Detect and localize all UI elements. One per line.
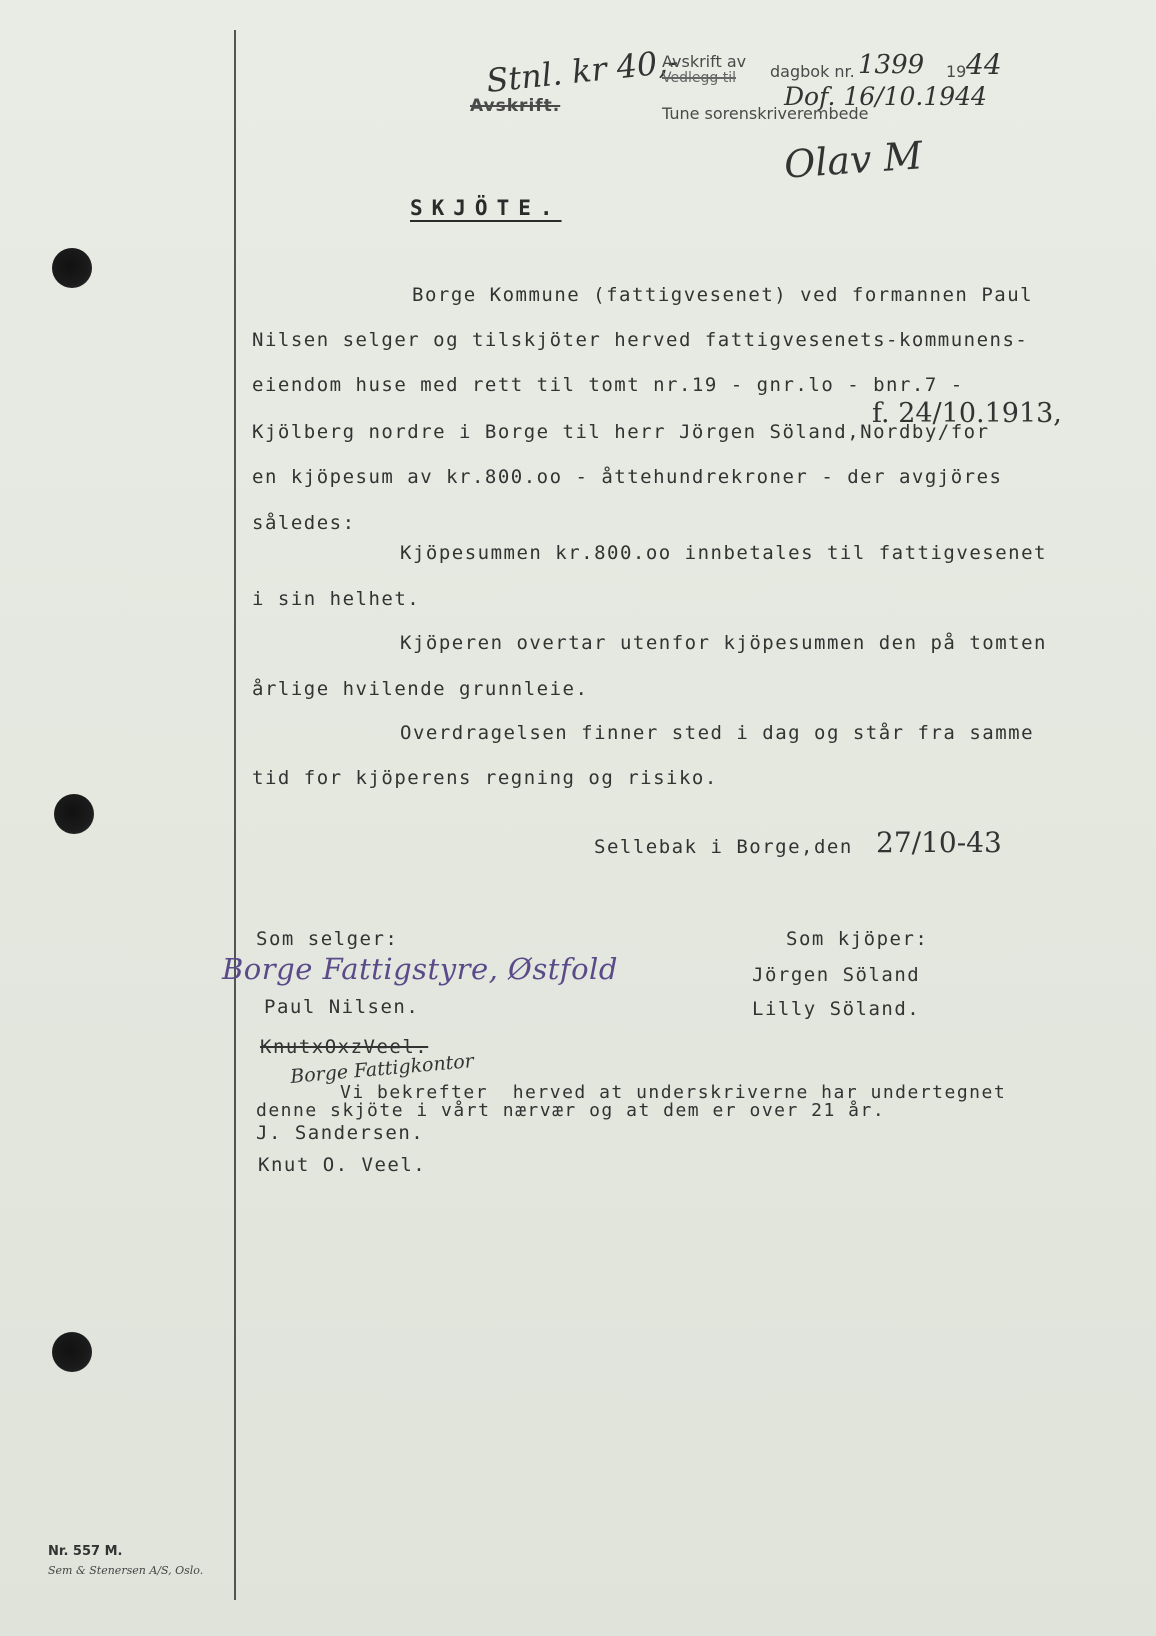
witness-name: Knut O. Veel.	[258, 1154, 427, 1176]
form-number: Nr. 557 M.	[48, 1544, 123, 1559]
punch-hole	[52, 248, 92, 288]
printed-dagbok-nr: dagbok nr.	[770, 62, 855, 81]
body-line: i sin helhet.	[252, 588, 421, 610]
handwritten-note: Borge Fattigkontor	[289, 1050, 475, 1088]
body-line: Nilsen selger og tilskjöter herved fattigvesenets-kommunens-	[252, 329, 1029, 351]
dagbok-number: 1399	[858, 50, 925, 80]
margin-line	[234, 30, 236, 1600]
seller-heading: Som selger:	[256, 928, 399, 950]
crossed-avskrift: Avskrift.	[470, 96, 561, 116]
stamp-duty-note: Stnl. kr 40,-	[484, 42, 680, 100]
body-line: årlige hvilende grunnleie.	[252, 678, 589, 700]
witness-statement: denne skjöte i vårt nærvær og at dem er over 21 år.	[256, 1100, 886, 1121]
printed-year-prefix: 19	[946, 62, 967, 81]
body-line: Borge Kommune (fattigvesenet) ved formannen Paul	[412, 284, 1034, 306]
buyer-heading: Som kjöper:	[786, 928, 929, 950]
witness-statement: Vi bekrefter herved at underskriverne har undertegnet	[340, 1082, 1007, 1103]
body-line: en kjöpesum av kr.800.oo - åttehundrekroner - der avgjöres	[252, 466, 1003, 488]
printed-vedlegg-til: Vedlegg til	[662, 70, 736, 86]
birth-date-insert: f. 24/10.1913,	[872, 398, 1062, 429]
initials-signature: Olav M	[782, 133, 924, 187]
seller-stamp: Borge Fattigstyre, Østfold	[222, 952, 618, 986]
signing-date: 27/10-43	[876, 826, 1002, 859]
body-line: Kjöpesummen kr.800.oo innbetales til fattigvesenet	[400, 542, 1047, 564]
printed-avskrift-av: Avskrift av	[662, 52, 747, 71]
body-line: Kjöperen overtar utenfor kjöpesummen den på tomten	[400, 632, 1047, 654]
crossed-name: KnutxOxzVeel.	[260, 1036, 429, 1058]
body-line: Overdragelsen finner sted i dag og står fra samme	[400, 722, 1035, 744]
body-line: tid for kjöperens regning og risiko.	[252, 767, 718, 789]
dated-note: Dof. 16/10.1944	[784, 82, 987, 111]
year-suffix: 44	[966, 48, 1002, 81]
place-date: Sellebak i Borge,den	[594, 836, 853, 858]
body-line: Kjölberg nordre i Borge til herr Jörgen Söland,Nordby/for	[252, 421, 990, 443]
printer-imprint: Sem & Stenersen A/S, Oslo.	[48, 1564, 204, 1577]
document-title: SKJÖTE.	[410, 196, 562, 220]
punch-hole	[54, 794, 94, 834]
witness-name: J. Sandersen.	[256, 1122, 425, 1144]
seller-name: Paul Nilsen.	[264, 996, 420, 1018]
printed-office: Tune sorenskriverembede	[662, 104, 869, 123]
punch-hole	[52, 1332, 92, 1372]
body-line: eiendom huse med rett til tomt nr.19 - gnr.lo - bnr.7 -	[252, 374, 964, 396]
body-line: således:	[252, 512, 356, 534]
buyer-name: Jörgen Söland	[752, 964, 921, 986]
buyer-name: Lilly Söland.	[752, 998, 921, 1020]
